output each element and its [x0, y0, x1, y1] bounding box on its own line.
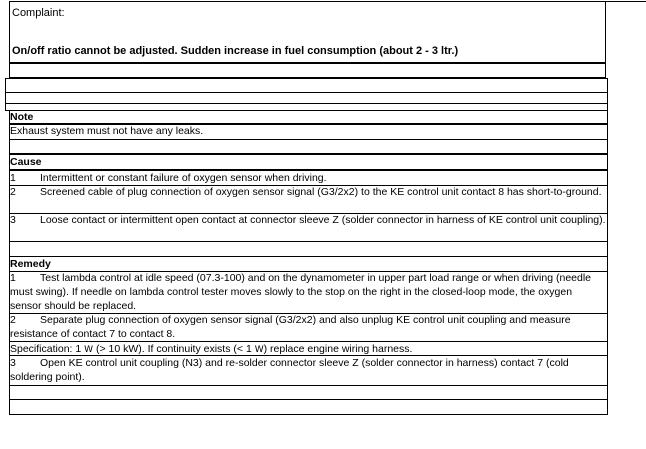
- spec-value-2: (> 10 kW).: [95, 343, 145, 355]
- note-text: Exhaust system must not have any leaks.: [10, 125, 204, 137]
- empty-row: [9, 63, 606, 78]
- row-line: [9, 241, 608, 242]
- item-text: Separate plug connection of oxygen sensor signal (G3/2x2) and also unplug KE control unit coupling and measure resistance of contact 7 to contact 8.: [10, 314, 571, 340]
- item-text: Intermittent or constant failure of oxygen sensor when driving.: [40, 172, 327, 184]
- cause-item-3: [10, 213, 606, 227]
- item-text: Loose contact or intermittent open contact at connector sleeve Z (solder connector in harness of KE control unit coupling).: [40, 214, 606, 226]
- item-number: 2: [10, 314, 16, 326]
- remedy-item-3: [10, 356, 606, 384]
- spec-label: Specification:: [10, 343, 73, 355]
- remedy-item-2: [10, 313, 606, 341]
- cause-heading: Cause: [10, 156, 42, 168]
- complaint-text: On/off ratio cannot be adjusted. Sudden increase in fuel consumption (about 2 - 3 ltr.): [12, 45, 459, 57]
- row-line: [9, 153, 608, 155]
- row-line: [9, 256, 608, 257]
- note-heading: Note: [10, 111, 34, 123]
- spec-value-3: < 1: [236, 343, 252, 355]
- spec-text-2: If continuity exists (: [147, 343, 237, 355]
- item-number: 1: [10, 172, 16, 184]
- spec-text-3: ) replace engine wiring harness.: [263, 343, 413, 355]
- complaint-label: Complaint:: [12, 7, 65, 19]
- ohm-unit: W: [254, 345, 264, 355]
- row-line: [9, 385, 608, 386]
- row-line: [9, 399, 608, 400]
- cause-item-1: [10, 171, 606, 185]
- remedy-heading: Remedy: [10, 258, 51, 270]
- item-text: Screened cable of plug connection of oxygen sensor signal (G3/2x2) to the KE control unit contact 8 has short-to-ground.: [40, 186, 602, 198]
- spec-value-1: 1: [75, 343, 82, 355]
- item-text: Test lambda control at idle speed (07.3-100) and on the dynamometer in upper part load range or when driving (needle must swing). If needle on lambda control tester moves slowly to the stop on the right in the closed-loop mode, the oxygen sensor should be replaced.: [10, 272, 592, 312]
- item-number: 2: [10, 186, 16, 198]
- row-line: [5, 103, 608, 104]
- row-line: [5, 78, 608, 79]
- row-line: [9, 139, 608, 140]
- ohm-unit: W: [84, 345, 94, 355]
- remedy-item-1: [10, 271, 606, 313]
- item-number: 3: [10, 214, 16, 226]
- item-number: 3: [10, 357, 16, 369]
- item-number: 1: [10, 272, 16, 284]
- separator: [606, 1, 646, 2]
- report-table: [5, 78, 608, 111]
- item-text: Open KE control unit coupling (N3) and re-solder connector sleeve Z (solder connector in harness) contact 7 (cold soldering point).: [10, 357, 569, 383]
- row-line: [5, 92, 608, 93]
- cause-item-2: [10, 185, 606, 199]
- row-line: [9, 341, 608, 342]
